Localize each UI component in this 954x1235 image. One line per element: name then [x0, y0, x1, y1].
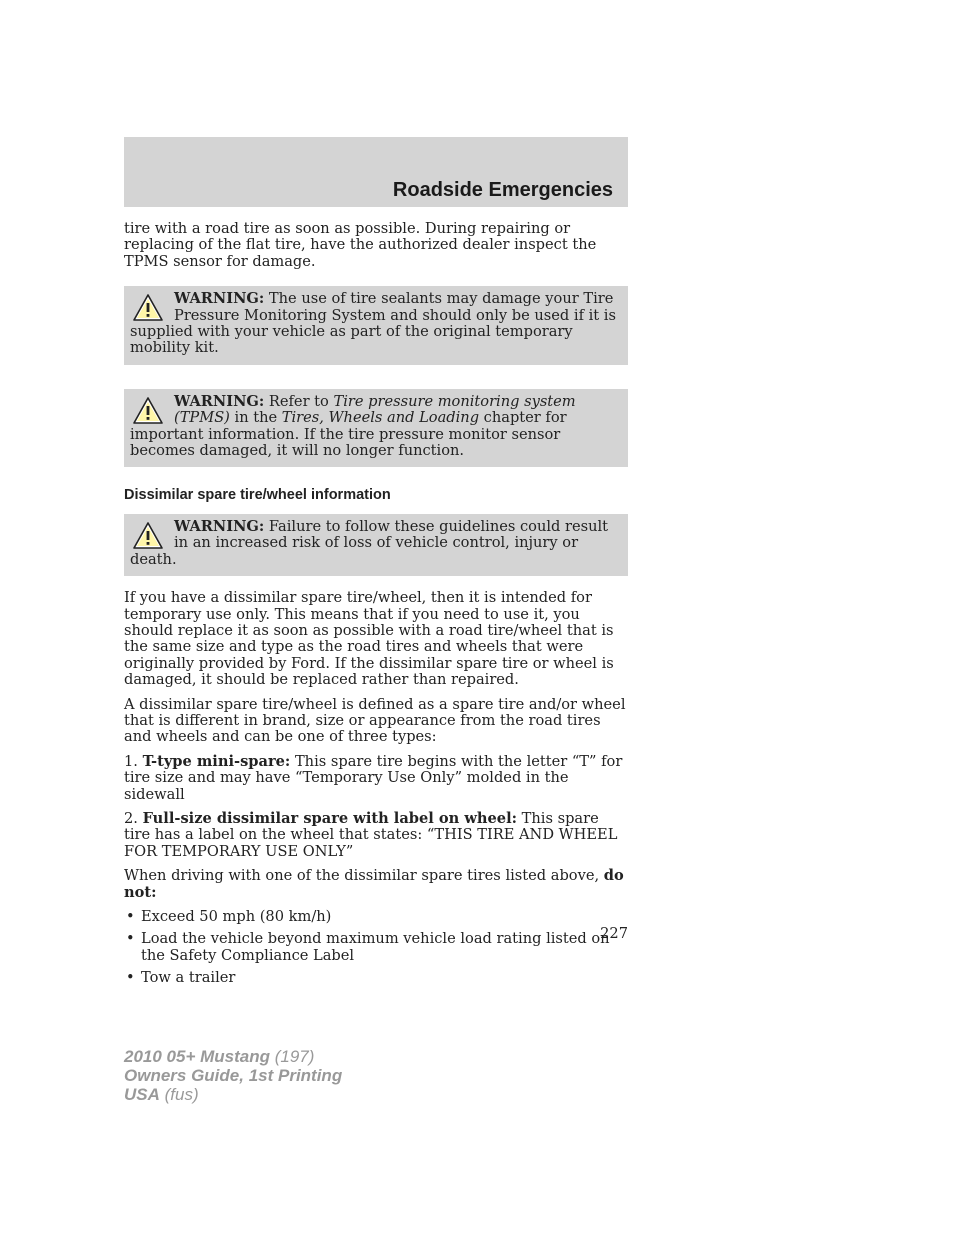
warning-text: Refer to — [264, 392, 334, 410]
footer-edition: Owners Guide, 1st Printing — [124, 1066, 343, 1085]
restrictions-list — [124, 909, 628, 987]
section-heading: Dissimilar spare tire/wheel information — [124, 487, 391, 504]
type-text: This spare tire has a label on the wheel that states: “THIS TIRE AND WHEEL FOR TEMPORARY USE ONLY” — [124, 809, 618, 860]
type-number: 1. — [124, 752, 143, 770]
warning-triangle-icon — [132, 521, 164, 551]
bullet-icon: • — [126, 908, 135, 925]
list-item — [124, 931, 628, 964]
type-item-2 — [124, 811, 628, 860]
warning-text: Failure to follow these guidelines could result in an increased risk of loss of vehicle control, injury or death. — [130, 517, 609, 568]
warning-box-1 — [124, 286, 628, 365]
bullet-icon: • — [126, 930, 135, 948]
warning-box-3 — [124, 514, 628, 576]
warning-triangle-icon — [132, 293, 164, 323]
warning-text: chapter for important information. If the tire pressure monitor sensor becomes damaged, it will no longer function. — [130, 409, 567, 460]
warning-label: WARNING: — [174, 517, 265, 535]
body-paragraph: A dissimilar spare tire/wheel is defined as a spare tire and/or wheel that is different in brand, size or appearance from the road tires and wheels and can be one of three types: — [124, 695, 626, 746]
list-item-text: Load the vehicle beyond maximum vehicle load rating listed on the Safety Compliance Label — [141, 930, 610, 964]
list-item-text: Tow a trailer — [141, 969, 236, 987]
list-item-text: Exceed 50 mph (80 km/h) — [141, 908, 332, 925]
footer-model: 2010 05+ Mustang — [124, 1047, 270, 1066]
warning-text: in the — [229, 409, 282, 427]
page-content — [124, 221, 628, 993]
print-footer — [124, 1047, 342, 1104]
chapter-title: Roadside Emergencies — [392, 179, 613, 201]
warning-reference-italic: Tires, Wheels and Loading — [281, 409, 480, 427]
intro-paragraph: tire with a road tire as soon as possible. During repairing or replacing of the flat tire, have the authorized dealer inspect the TPMS sensor for damage. — [124, 220, 597, 270]
warning-box-2 — [124, 389, 628, 468]
type-item-1 — [124, 754, 628, 803]
driving-note-bold: do not: — [124, 867, 624, 901]
warning-triangle-icon — [132, 396, 164, 426]
type-label: Full-size dissimilar spare with label on wheel: — [142, 809, 518, 827]
footer-market: USA — [124, 1085, 160, 1104]
type-number: 2. — [124, 809, 143, 827]
warning-label: WARNING: — [174, 392, 265, 410]
warning-text: The use of tire sealants may damage your Tire Pressure Monitoring System and should only be used if it is supplied with your vehicle as part of the original temporary mobility kit. — [130, 290, 616, 357]
list-item — [124, 909, 628, 925]
driving-note — [124, 868, 628, 901]
type-label: T-type mini-spare: — [142, 752, 291, 770]
footer-code: (197) — [270, 1047, 315, 1066]
driving-note-text: When driving with one of the dissimilar spare tires listed above, — [124, 867, 604, 885]
chapter-header-band — [124, 137, 628, 207]
list-item — [124, 970, 628, 986]
bullet-icon: • — [126, 969, 135, 987]
body-paragraph: If you have a dissimilar spare tire/wheel, then it is intended for temporary use only. This means that if you need to use it, you should replace it as soon as possible with a road tire/wheel that is the same size and type as the road tires and wheels that were originally provided by Ford. If the dissimilar spare tire or wheel is damaged, it should be replaced rather than repaired. — [124, 589, 614, 689]
warning-label: WARNING: — [174, 290, 265, 308]
footer-market-code: (fus) — [159, 1085, 199, 1104]
warning-reference-italic: Tire pressure monitoring system (TPMS) — [174, 392, 576, 427]
type-text: This spare tire begins with the letter “T” for tire size and may have “Temporary Use Only” molded in the sidewall — [124, 752, 623, 803]
page-number: 227 — [600, 925, 628, 942]
